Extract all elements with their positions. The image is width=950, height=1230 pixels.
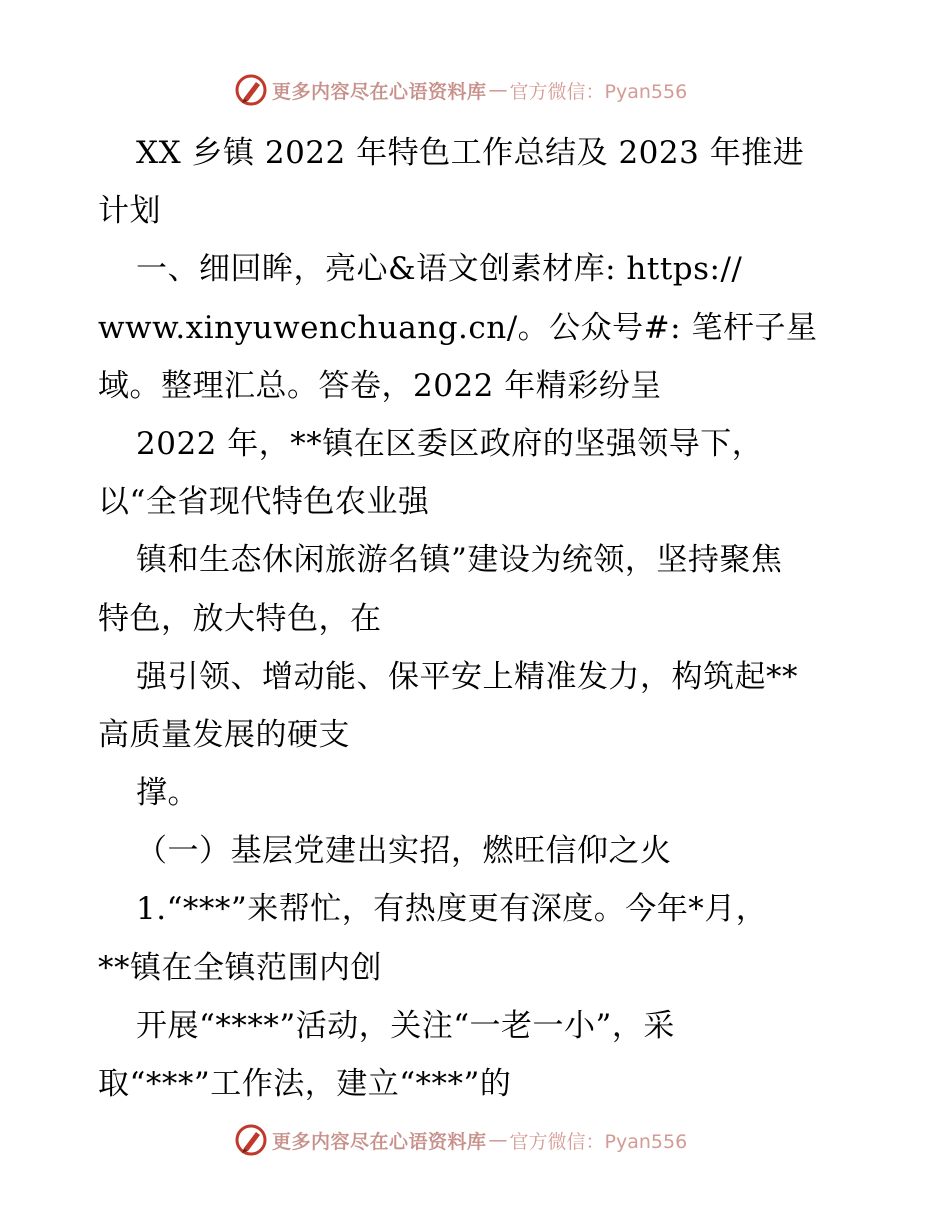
pen-circle-logo-icon: [234, 73, 268, 107]
text-line: 取“***”工作法，建立“***”的: [98, 1066, 512, 1102]
text-line: 强引领、增动能、保平安上精准发力，构筑起**: [136, 658, 798, 695]
text-line: 特色，放大特色，在: [98, 600, 382, 637]
text-line: 2022 年，**镇在区委区政府的坚强领导下，: [136, 425, 764, 462]
text-line: 一、细回眸，亮心&语文创素材库: https://: [136, 251, 743, 288]
text-line: 高质量发展的硬支: [98, 716, 350, 753]
footer-watermark: [234, 1122, 714, 1158]
document-body: [98, 124, 858, 1113]
brand-separator: —: [488, 79, 508, 101]
text-line: 开展“****”活动，关注“一老一小”，采: [136, 1007, 675, 1044]
wechat-text: 官方微信：Pyan556: [509, 1130, 688, 1153]
text-line: 以“全省现代特色农业强: [98, 484, 430, 521]
brand-separator: —: [488, 1129, 508, 1151]
pen-circle-logo-icon: [234, 1123, 268, 1157]
brand-text: 更多内容尽在心语资料库: [272, 1130, 487, 1153]
wechat-text: 官方微信：Pyan556: [509, 80, 688, 103]
text-line: 域。整理汇总。答卷，2022 年精彩纷呈: [98, 367, 662, 404]
text-line: 镇和生态休闲旅游名镇”建设为统领，坚持聚焦: [136, 542, 783, 579]
text-line: 1.“***”来帮忙，有热度更有深度。今年*月，: [136, 891, 768, 928]
text-line: 撑。: [136, 775, 199, 812]
text-line: （一）基层党建出实招，燃旺信仰之火: [136, 833, 672, 870]
header-watermark: [234, 72, 714, 108]
text-line: www.xinyuwenchuang.cn/。公众号#: 笔杆子星: [98, 309, 818, 346]
text-line: 计划: [98, 193, 161, 230]
text-line: XX 乡镇 2022 年特色工作总结及 2023 年推进: [136, 135, 805, 171]
brand-text: 更多内容尽在心语资料库: [272, 80, 487, 103]
text-line: **镇在全镇范围内创: [98, 949, 382, 986]
